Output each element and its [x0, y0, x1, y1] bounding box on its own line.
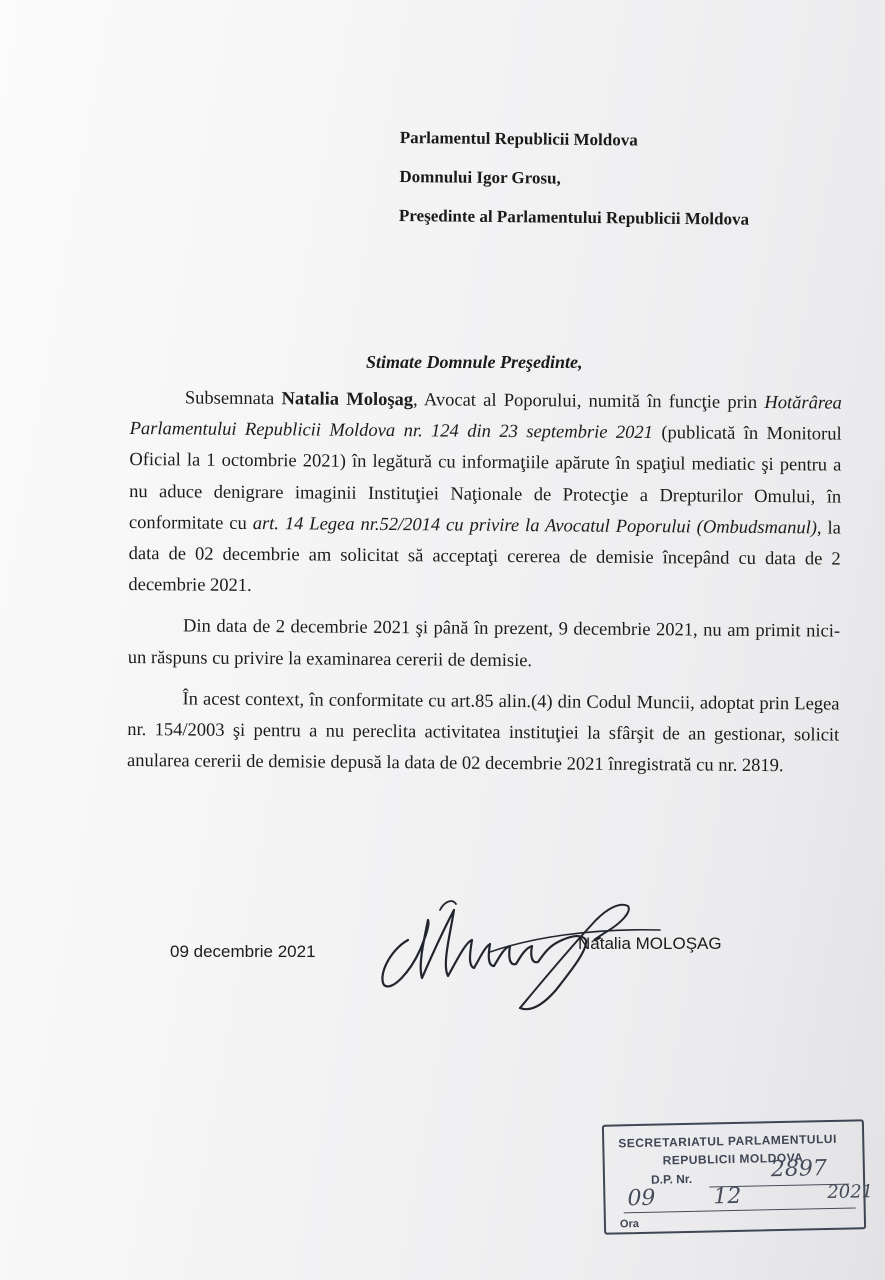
paragraph-1 [128, 383, 842, 607]
signer-name: Natalia MOLOŞAG [578, 934, 722, 953]
stamp-line-1: SECRETARIATUL PARLAMENTULUI [618, 1131, 837, 1151]
stamp-year: 2021 [827, 1181, 874, 1204]
paragraph-1-text-b: , Avocat al Poporului, numită în funcţie prin [413, 390, 765, 413]
stamp-registration-number: 2897 [770, 1156, 828, 1183]
registration-stamp [602, 1119, 874, 1234]
author-name: Natalia Moloşag [281, 389, 414, 411]
decision-reference: Hotărârea Parlamentului Republicii Moldova nr. 124 din 23 septembrie 2021 [129, 392, 842, 444]
addressee-line-2: Domnului Igor Grosu, [399, 166, 561, 188]
paragraph-2: Din data de 2 decembrie 2021 şi până în prezent, 9 decembrie 2021, nu am primit nici-un răspuns cu privire la examinarea cererii de demisie. [127, 616, 841, 671]
greeting: Stimate Domnule Preşedinte, [366, 352, 583, 372]
stamp-time-label: Ora [619, 1218, 640, 1231]
paragraph-1-text-c: (publicată în Monitorul Oficial la 1 octombrie 2021) în legătură cu informaţiile apărute în spaţiul mediatic şi pentru a nu aduce denigrare imaginii Instituţiei Naţionale de Protecţie a Drepturilor Omului, în conformitate cu [128, 423, 842, 534]
stamp-month: 12 [713, 1183, 742, 1210]
letter-date: 09 decembrie 2021 [170, 942, 316, 961]
stamp-number-label: D.P. Nr. [650, 1171, 693, 1187]
stamp-day: 09 [627, 1185, 656, 1212]
letter-body [127, 383, 842, 793]
addressee-block [399, 118, 870, 240]
law-reference: art. 14 Legea nr.52/2014 cu privire la Avocatul Poporului (Ombudsmanul) [252, 513, 818, 539]
stamp-line-2: REPUBLICII MOLDOVA [662, 1150, 804, 1168]
paragraph-3: În acest context, în conformitate cu art.85 alin.(4) din Codul Muncii, adoptat prin Legea nr. 154/2003 şi pentru a nu pereclita activitatea instituţiei la sfârşit de an gestionar, solicit anularea cererii de demisie depusă la data de 02 decembrie 2021 înregistrată cu nr. 2819. [126, 689, 840, 777]
paragraph-1-text-d: , la data de 02 decembrie am solicitat să acceptaţi cererea de demisie începând cu data de 2 decembrie 2021. [128, 518, 841, 597]
paragraph-1-text-a: Subsemnata [184, 388, 282, 410]
addressee-line-1: Parlamentul Republicii Moldova [399, 127, 638, 150]
addressee-line-3: Preşedinte al Parlamentului Republicii Moldova [398, 205, 750, 229]
